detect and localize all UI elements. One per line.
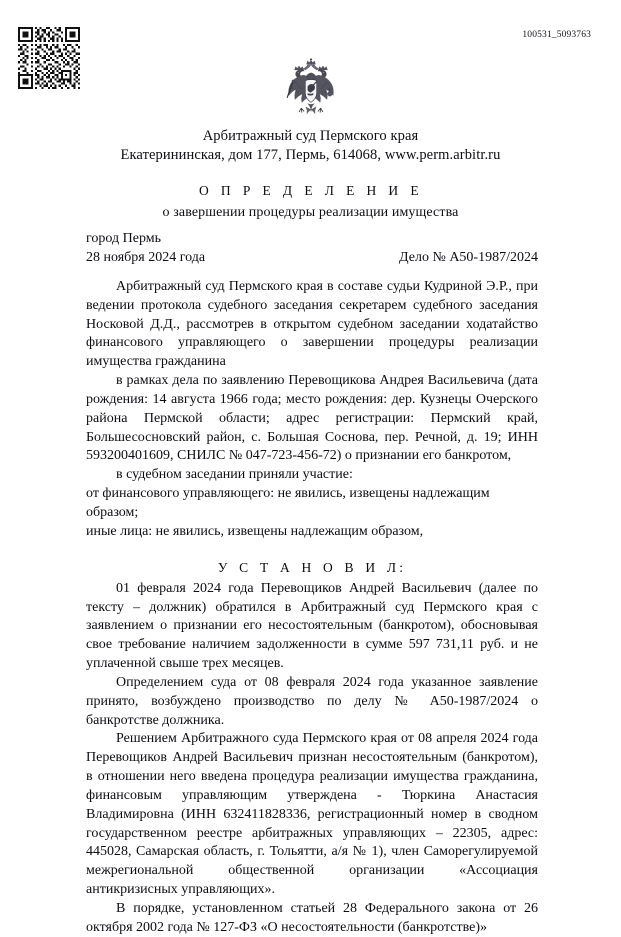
case-number: Дело № А50-1987/2024 xyxy=(399,249,538,265)
document-subtitle: о завершении процедуры реализации имущества xyxy=(162,205,459,220)
document-id: 100531_5093763 xyxy=(522,30,591,40)
document-meta xyxy=(86,230,538,268)
document-title: О П Р Е Д Е Л Е Н И Е xyxy=(198,183,422,198)
paragraph-case-frame: в рамках дела по заявлению Перевощикова Андрея Васильевича (дата рождения: 14 августа 1966 года; место рождения: дер. Кузнецы Очерского района Пермской области; адрес регистрации: Пермский край, Большесосновский район, с. Большая Соснова, пер. Речной, д. 19; ИНН 593200401609, СНИЛС № 047-723-456-72) о признании его банкротом, xyxy=(86,373,538,464)
paragraph-filing: 01 февраля 2024 года Перевощиков Андрей Васильевич (далее по тексту – должник) обратился в Арбитражный суд Пермского края с заявлением о признании его несостоятельным (банкротом), обосновывая свое требование наличием задолженности в сумме 597 731,11 руб. и не уплаченной свыше трех месяцев. xyxy=(86,580,538,672)
paragraph-participants-intro: в судебном заседании приняли участие: xyxy=(116,467,353,483)
paragraph-court-composition: Арбитражный суд Пермского края в составе судьи Кудриной Э.Р., при ведении протокола судебного заседания секретарем судебного заседания Носковой Д.Д., рассмотрев в открытом судебном заседании ходатайство финансового управляющего о завершении процедуры реализации имущества гражданина xyxy=(86,279,538,370)
court-address: Екатерининская, дом 177, Пермь, 614068, www.perm.arbitr.ru xyxy=(120,147,501,164)
meta-row-date-case xyxy=(86,249,538,268)
document-date: 28 ноября 2024 года xyxy=(86,249,206,265)
coat-of-arms-container xyxy=(0,58,621,124)
court-name: Арбитражный суд Пермского края xyxy=(202,128,419,144)
meta-row-city xyxy=(86,230,538,249)
paragraph-participant-financial-manager: от финансового управляющего: не явились, извещены надлежащим образом; xyxy=(86,486,490,520)
paragraph-acceptance: Определением суда от 08 февраля 2024 года указанное заявление принято, возбуждено производство по делу № А50-1987/2024 о банкротстве должника. xyxy=(86,674,538,728)
paragraph-law-reference: В порядке, установленном статьей 28 Федерального закона от 26 октября 2002 года № 127-ФЗ «О несостоятельности (банкротстве)» xyxy=(86,900,538,935)
document-body xyxy=(86,278,538,937)
document-title-block xyxy=(0,183,621,221)
paragraph-decision: Решением Арбитражного суда Пермского края от 08 апреля 2024 года Перевощиков Андрей Васильевич признан несостоятельным (банкротом), в отношении него введена процедура реализации имущества гражданина, финансовым управляющим утверждена - Тюркина Анастасия Владимировна (ИНН 632411828336, регистрационный номер в сводном государственном реестре арбитражных управляющих – 22305, адрес: 445028, Самарская область, г. Тольятти, а/я № 1), член Саморегулируемой межрегиональной общественной организации «Ассоциация антикризисных управляющих». xyxy=(86,731,538,897)
city-label: город Пермь xyxy=(86,231,161,246)
russian-coat-of-arms-icon xyxy=(282,58,340,124)
section-heading-ustanovil: У С Т А Н О В И Л: xyxy=(217,559,407,575)
court-heading xyxy=(0,127,621,165)
paragraph-participant-other-persons: иные лица: не явились, извещены надлежащим образом, xyxy=(86,523,424,539)
